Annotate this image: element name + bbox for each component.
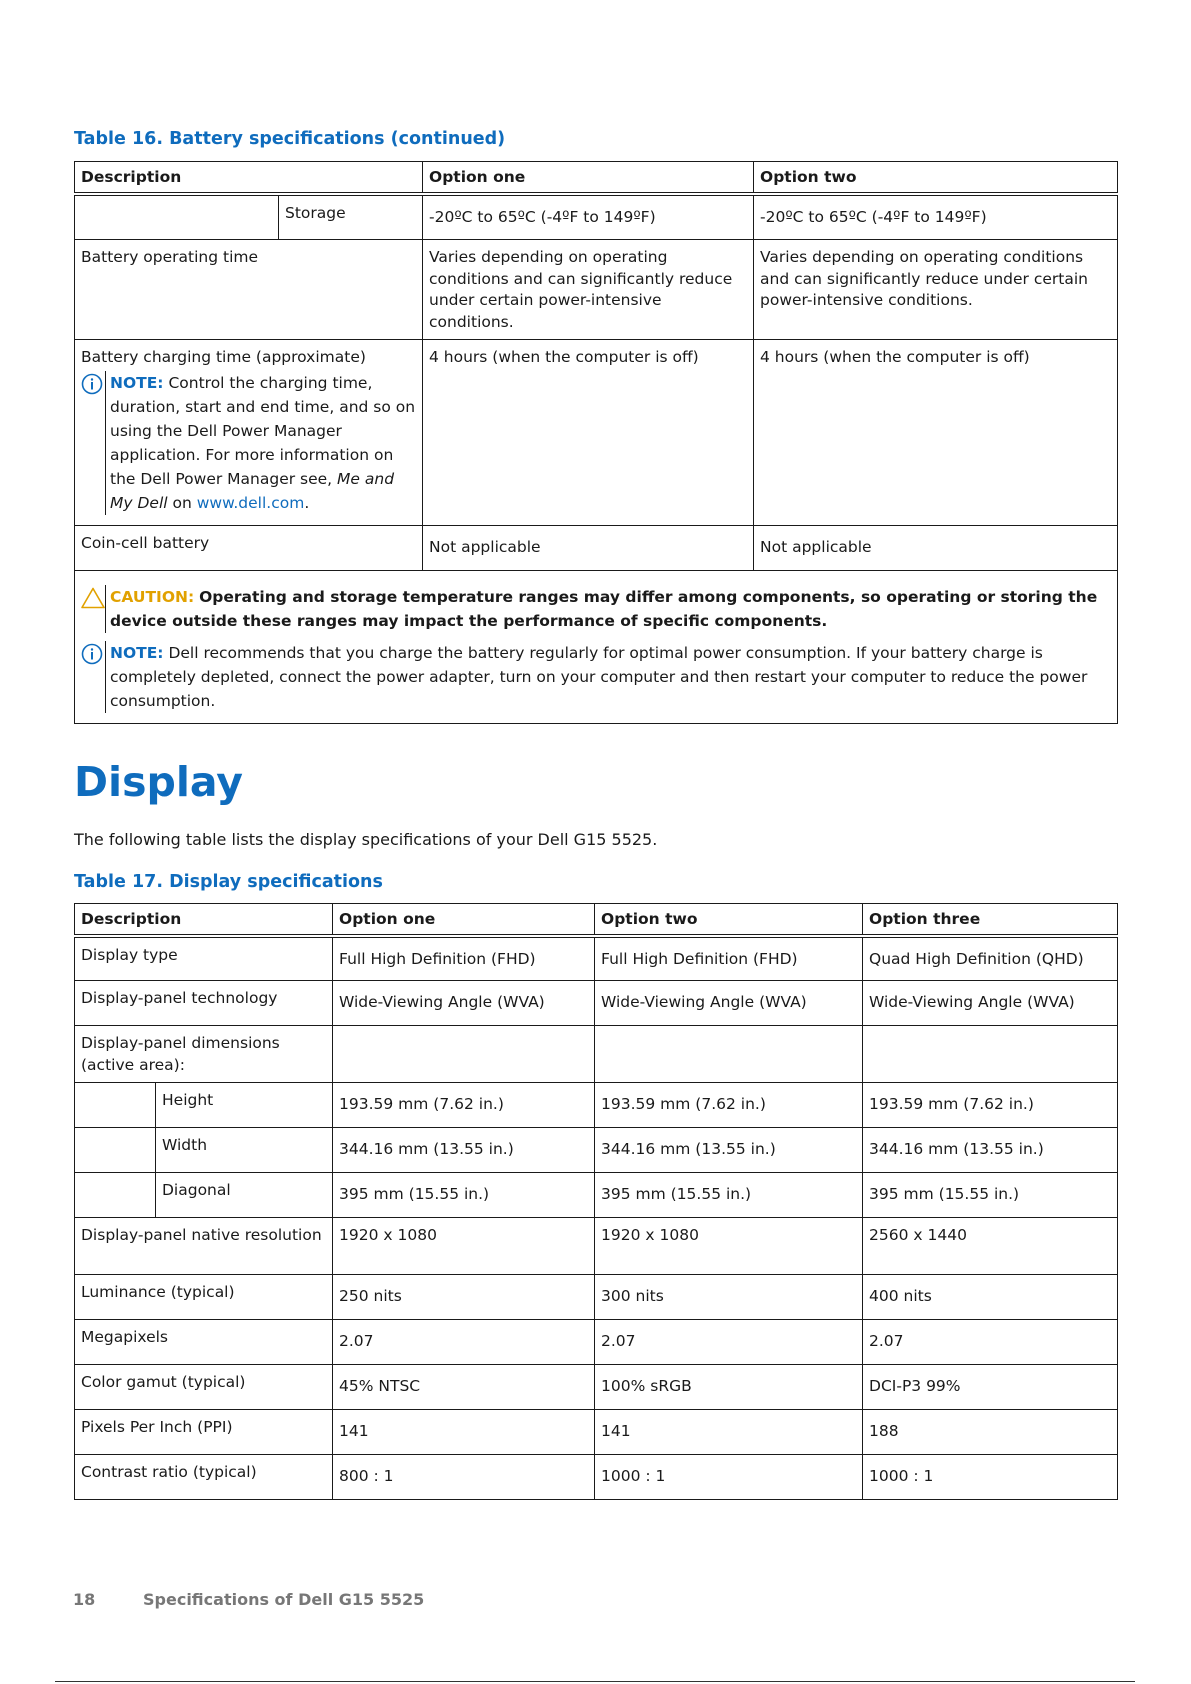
table-row <box>75 1410 1118 1455</box>
page-footer <box>73 1590 424 1609</box>
indent-cell <box>75 1128 156 1173</box>
caution-block <box>81 585 1111 633</box>
cell-option-two: Not applicable <box>754 526 1118 571</box>
row-label: Display-panel native resolution <box>75 1218 333 1275</box>
warning-icon <box>81 585 105 616</box>
note-content: Dell recommends that you charge the battery regularly for optimal power consumption. If your battery charge is completely depleted, connect the power adapter, turn on your computer and then restart your computer to reduce the power consumption. <box>110 644 1088 710</box>
table-row <box>75 194 1118 240</box>
cell-option-three: 193.59 mm (7.62 in.) <box>863 1083 1118 1128</box>
row-label: Width <box>156 1128 333 1173</box>
cell-option-three: Wide-Viewing Angle (WVA) <box>863 981 1118 1026</box>
cell-option-two: 2.07 <box>595 1320 863 1365</box>
cell-option-two: 193.59 mm (7.62 in.) <box>595 1083 863 1128</box>
cell-option-one: 4 hours (when the computer is off) <box>423 340 754 526</box>
cell-option-one: Varies depending on operating conditions and can significantly reduce under certain power-intensive conditions. <box>423 240 754 340</box>
display-table-header <box>75 904 1118 936</box>
table-row <box>75 1026 1118 1083</box>
note-on: on <box>172 493 192 512</box>
cell-option-three: 395 mm (15.55 in.) <box>863 1173 1118 1218</box>
cell-option-three: 400 nits <box>863 1275 1118 1320</box>
cell-option-two: 300 nits <box>595 1275 863 1320</box>
cell-option-three: 344.16 mm (13.55 in.) <box>863 1128 1118 1173</box>
note-block <box>81 371 416 515</box>
indent-cell <box>75 1173 156 1218</box>
table-row <box>75 1455 1118 1500</box>
section-intro: The following table lists the display specifications of your Dell G15 5525. <box>74 830 658 849</box>
cell-option-two: 395 mm (15.55 in.) <box>595 1173 863 1218</box>
cell-option-one: Not applicable <box>423 526 754 571</box>
row-label: Battery operating time <box>75 240 423 340</box>
display-table-caption: Table 17. Display specifications <box>74 872 383 892</box>
cell-option-one: Full High Definition (FHD) <box>333 936 595 981</box>
header-option-one: Option one <box>423 162 754 194</box>
table-row <box>75 1128 1118 1173</box>
header-description: Description <box>75 904 333 936</box>
cell-option-one: 395 mm (15.55 in.) <box>333 1173 595 1218</box>
row-label: Height <box>156 1083 333 1128</box>
info-icon <box>81 371 105 402</box>
note-italic-ref: Me and My Dell <box>110 469 395 512</box>
cell-option-one: 193.59 mm (7.62 in.) <box>333 1083 595 1128</box>
note-label: NOTE: <box>110 373 164 392</box>
cell-option-three: 2560 x 1440 <box>863 1218 1118 1275</box>
cell-option-two: 1920 x 1080 <box>595 1218 863 1275</box>
cell-option-one: 250 nits <box>333 1275 595 1320</box>
header-option-two: Option two <box>754 162 1118 194</box>
table-row <box>75 340 1118 526</box>
note-text <box>105 371 416 515</box>
cell-option-two: 4 hours (when the computer is off) <box>754 340 1118 526</box>
cell-option-one: Wide-Viewing Angle (WVA) <box>333 981 595 1026</box>
cell-option-one <box>333 1026 595 1083</box>
cell-option-one: 344.16 mm (13.55 in.) <box>333 1128 595 1173</box>
cell-option-two: Wide-Viewing Angle (WVA) <box>595 981 863 1026</box>
table-row <box>75 1173 1118 1218</box>
battery-table-header <box>75 162 1118 194</box>
cell-option-two <box>595 1026 863 1083</box>
cell-option-two: 1000 : 1 <box>595 1455 863 1500</box>
row-label: Contrast ratio (typical) <box>75 1455 333 1500</box>
cell-option-three: 2.07 <box>863 1320 1118 1365</box>
table-row <box>75 981 1118 1026</box>
table-row <box>75 240 1118 340</box>
row-label: Battery charging time (approximate) <box>81 348 366 366</box>
row-label: Megapixels <box>75 1320 333 1365</box>
note-text <box>105 641 1111 713</box>
indent-cell <box>75 1083 156 1128</box>
notes-cell <box>75 571 1118 724</box>
cell-option-one: 2.07 <box>333 1320 595 1365</box>
cell-option-three: DCI-P3 99% <box>863 1365 1118 1410</box>
table-row <box>75 1275 1118 1320</box>
note-block <box>81 641 1111 713</box>
row-label: Color gamut (typical) <box>75 1365 333 1410</box>
row-label: Display type <box>75 936 333 981</box>
table-row <box>75 1320 1118 1365</box>
header-option-one: Option one <box>333 904 595 936</box>
caution-label: CAUTION: <box>110 588 195 606</box>
cell-option-one: 141 <box>333 1410 595 1455</box>
table-row <box>75 571 1118 724</box>
battery-spec-table <box>74 161 1118 724</box>
cell-option-three <box>863 1026 1118 1083</box>
row-label: Storage <box>279 194 423 240</box>
table-row <box>75 1218 1118 1275</box>
row-label: Pixels Per Inch (PPI) <box>75 1410 333 1455</box>
indent-cell <box>75 194 279 240</box>
table-row <box>75 1083 1118 1128</box>
cell-option-one: -20ºC to 65ºC (-4ºF to 149ºF) <box>423 194 754 240</box>
cell-option-one: 1920 x 1080 <box>333 1218 595 1275</box>
section-title: Display <box>74 758 244 806</box>
cell-option-three: Quad High Definition (QHD) <box>863 936 1118 981</box>
page-number: 18 <box>73 1590 96 1609</box>
row-label: Coin-cell battery <box>75 526 423 571</box>
table-row <box>75 526 1118 571</box>
cell-option-two: Full High Definition (FHD) <box>595 936 863 981</box>
battery-table-caption: Table 16. Battery specifications (continued) <box>74 129 506 149</box>
header-description: Description <box>75 162 423 194</box>
row-label: Display-panel dimensions (active area): <box>75 1026 333 1083</box>
dell-link[interactable]: www.dell.com <box>196 493 305 512</box>
cell-option-three: 1000 : 1 <box>863 1455 1118 1500</box>
cell-option-two: Varies depending on operating conditions and can significantly reduce under certain power-intensive conditions. <box>754 240 1118 340</box>
cell-option-two: 344.16 mm (13.55 in.) <box>595 1128 863 1173</box>
footer-title: Specifications of Dell G15 5525 <box>143 1590 425 1609</box>
table-row <box>75 936 1118 981</box>
footer-divider <box>55 1681 1135 1682</box>
row-label: Luminance (typical) <box>75 1275 333 1320</box>
cell-option-two: 141 <box>595 1410 863 1455</box>
table-row <box>75 1365 1118 1410</box>
cell-option-two: 100% sRGB <box>595 1365 863 1410</box>
cell-option-one: 45% NTSC <box>333 1365 595 1410</box>
header-option-three: Option three <box>863 904 1118 936</box>
header-option-two: Option two <box>595 904 863 936</box>
cell-option-three: 188 <box>863 1410 1118 1455</box>
caution-content: Operating and storage temperature ranges may differ among components, so operating or storing the device outside these ranges may impact the performance of specific components. <box>110 588 1098 630</box>
info-icon <box>81 641 105 672</box>
row-label: Display-panel technology <box>75 981 333 1026</box>
note-label: NOTE: <box>110 644 164 662</box>
charging-time-cell <box>75 340 423 526</box>
row-label: Diagonal <box>156 1173 333 1218</box>
cell-option-one: 800 : 1 <box>333 1455 595 1500</box>
display-spec-table <box>74 903 1118 1500</box>
cell-option-two: -20ºC to 65ºC (-4ºF to 149ºF) <box>754 194 1118 240</box>
note-content: Control the charging time, duration, start and end time, and so on using the Dell Power Manager application. For more information on the Dell Power Manager see, <box>110 373 416 488</box>
caution-text <box>105 585 1111 633</box>
note-end: . <box>304 493 310 512</box>
